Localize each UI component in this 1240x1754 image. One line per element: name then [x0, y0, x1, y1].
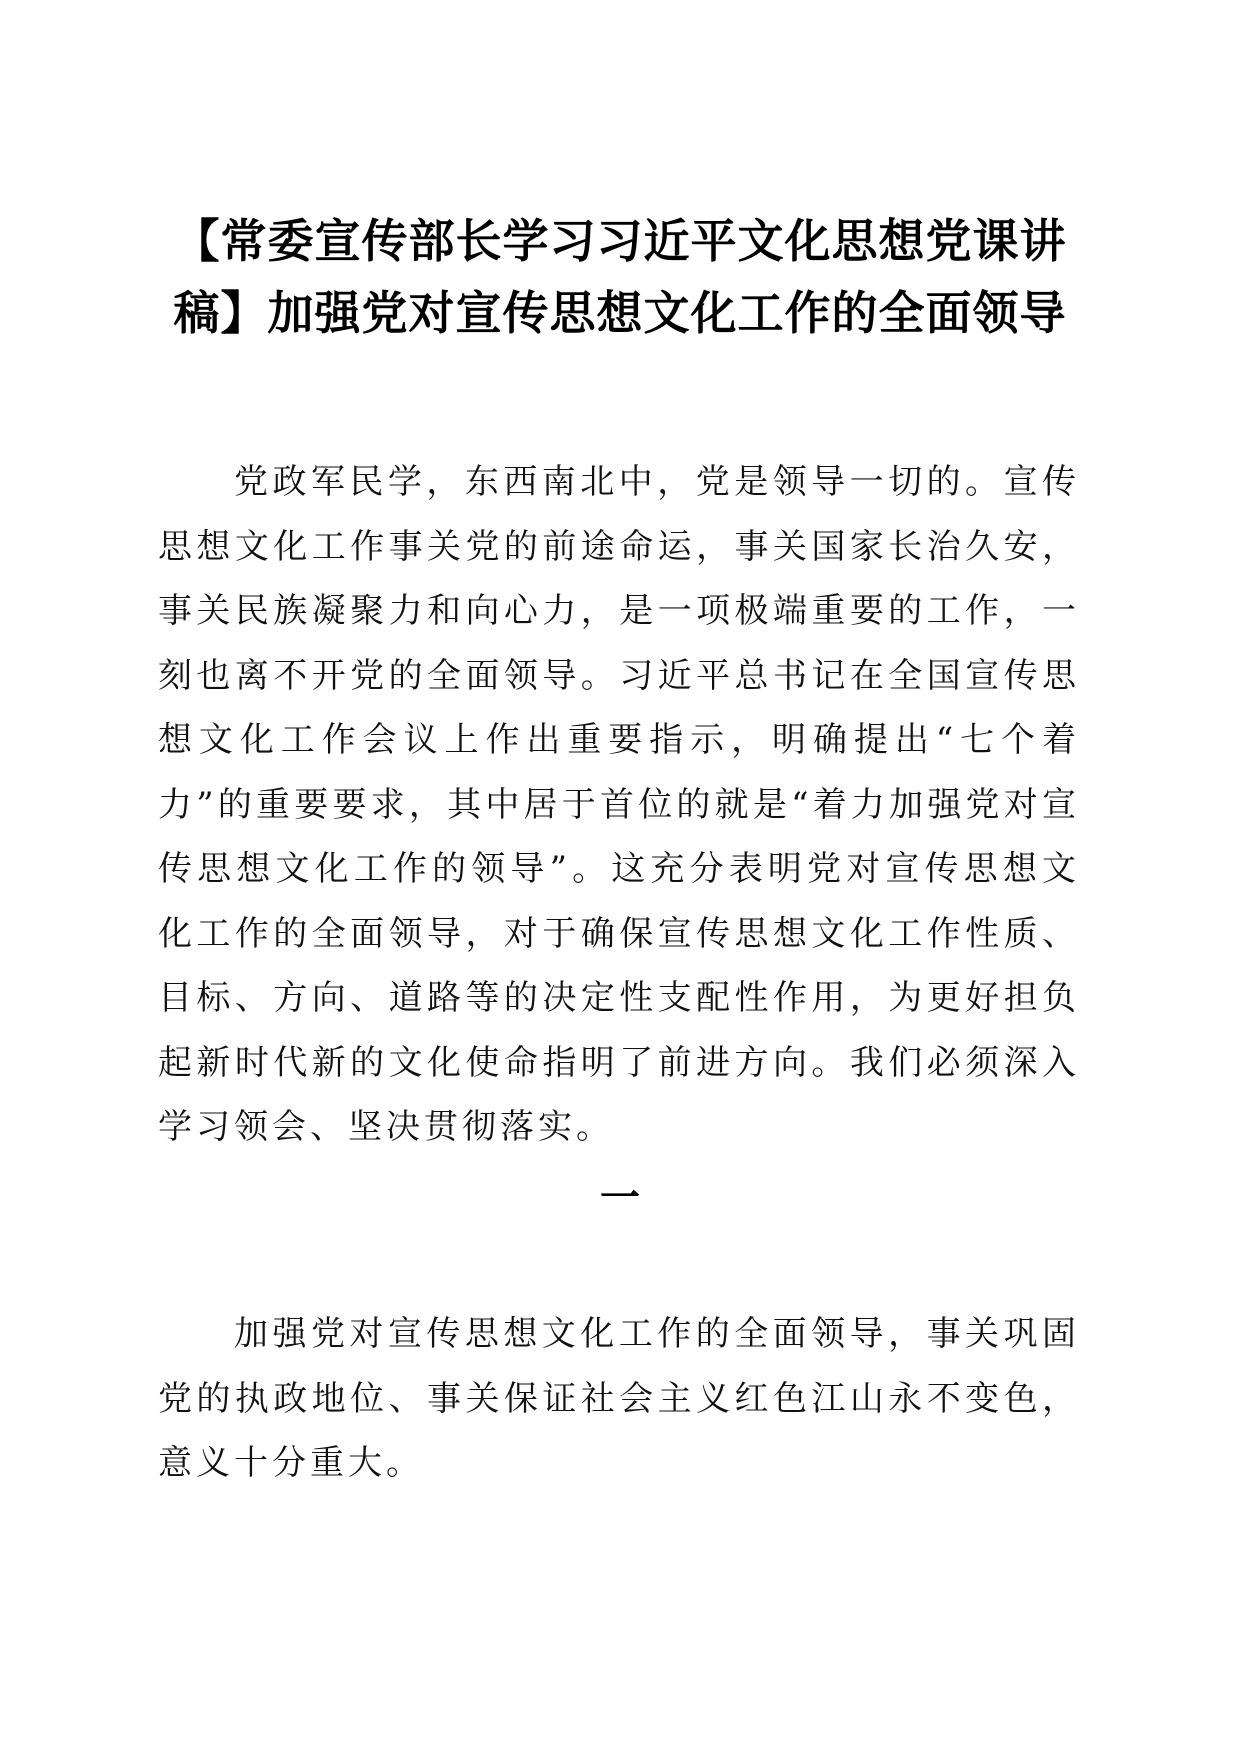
document-title: 【常委宣传部长学习习近平文化思想党课讲稿】加强党对宣传思想文化工作的全面领导 [173, 214, 1067, 340]
body-paragraph: 加强党对宣传思想文化工作的全面领导，事关巩固党的执政地位、事关保证社会主义红色江山永不变色，意义十分重大。 [158, 1314, 1080, 1483]
section-heading: 一 [600, 1175, 640, 1221]
body-paragraph: 党政军民学，东西南北中，党是领导一切的。宣传思想文化工作事关党的前途命运，事关国家长治久安，事关民族凝聚力和向心力，是一项极端重要的工作，一刻也离不开党的全面领导。习近平总书记在全国宣传思想文化工作会议上作出重要指示，明确提出“七个着力”的重要要求，其中居于首位的就是“着力加强党对宣传思想文化工作的领导”。这充分表明党对宣传思想文化工作的全面领导，对于确保宣传思想文化工作性质、目标、方向、道路等的决定性支配性作用，为更好担负起新时代新的文化使命指明了前进方向。我们必须深入学习领会、坚决贯彻落实。 [158, 462, 1080, 1147]
